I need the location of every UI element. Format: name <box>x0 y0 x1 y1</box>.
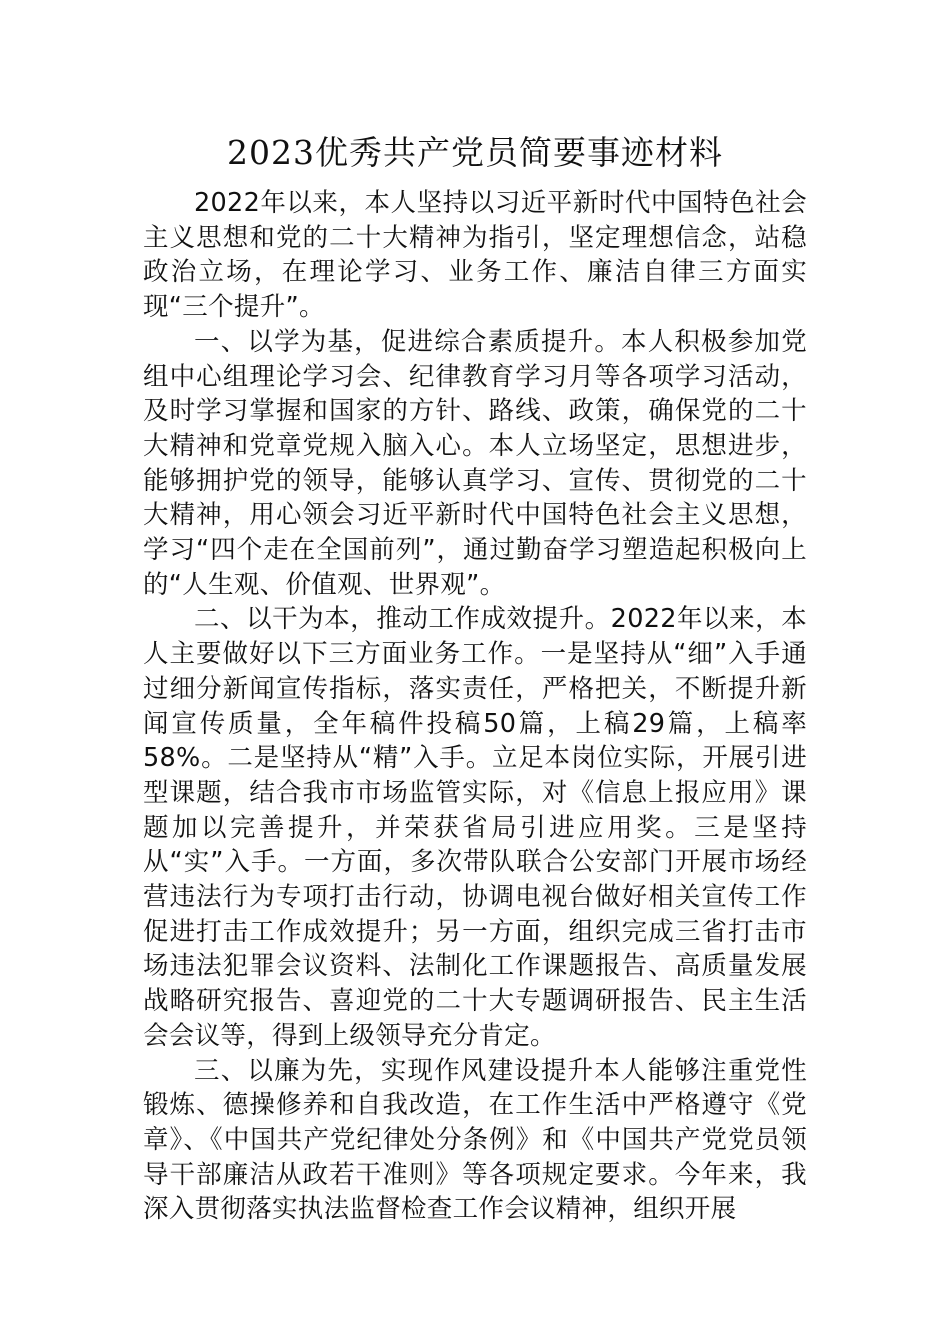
document-title: 2023优秀共产党员简要事迹材料 <box>227 133 723 172</box>
paragraph-intro: 2022年以来，本人坚持以习近平新时代中国特色社会主义思想和党的二十大精神为指引，坚定理想信念，站稳政治立场，在理论学习、业务工作、廉洁自律三方面实现“三个提升”。 <box>143 188 807 323</box>
paragraph-study: 一、以学为基，促进综合素质提升。本人积极参加党组中心组理论学习会、纪律教育学习月等各项学习活动，及时学习掌握和国家的方针、路线、政策，确保党的二十大精神和党章党规入脑入心。本人立场坚定，思想进步，能够拥护党的领导，能够认真学习、宣传、贯彻党的二十大精神，用心领会习近平新时代中国特色社会主义思想，学习“四个走在全国前列”，通过勤奋学习塑造起积极向上的“人生观、价值观、世界观”。 <box>143 326 807 600</box>
document-body <box>143 186 807 1227</box>
paragraph-work: 二、以干为本，推动工作成效提升。2022年以来，本人主要做好以下三方面业务工作。一是坚持从“细”入手通过细分新闻宣传指标，落实责任，严格把关，不断提升新闻宣传质量，全年稿件投稿50篇，上稿29篇，上稿率58%。二是坚持从“精”入手。立足本岗位实际，开展引进型课题，结合我市市场监管实际，对《信息上报应用》课题加以完善提升，并荣获省局引进应用奖。三是坚持从“实”入手。一方面，多次带队联合公安部门开展市场经营违法行为专项打击行动，协调电视台做好相关宣传工作促进打击工作成效提升；另一方面，组织完成三省打击市场违法犯罪会议资料、法制化工作课题报告、高质量发展战略研究报告、喜迎党的二十大专题调研报告、民主生活会会议等，得到上级领导充分肯定。 <box>143 604 807 1051</box>
paragraph-integrity: 三、以廉为先，实现作风建设提升本人能够注重党性锻炼、德操修养和自我改造，在工作生活中严格遵守《党章》、《中国共产党纪律处分条例》和《中国共产党党员领导干部廉洁从政若干准则》等各项规定要求。今年来，我深入贯彻落实执法监督检查工作会议精神，组织开展 <box>143 1055 807 1225</box>
